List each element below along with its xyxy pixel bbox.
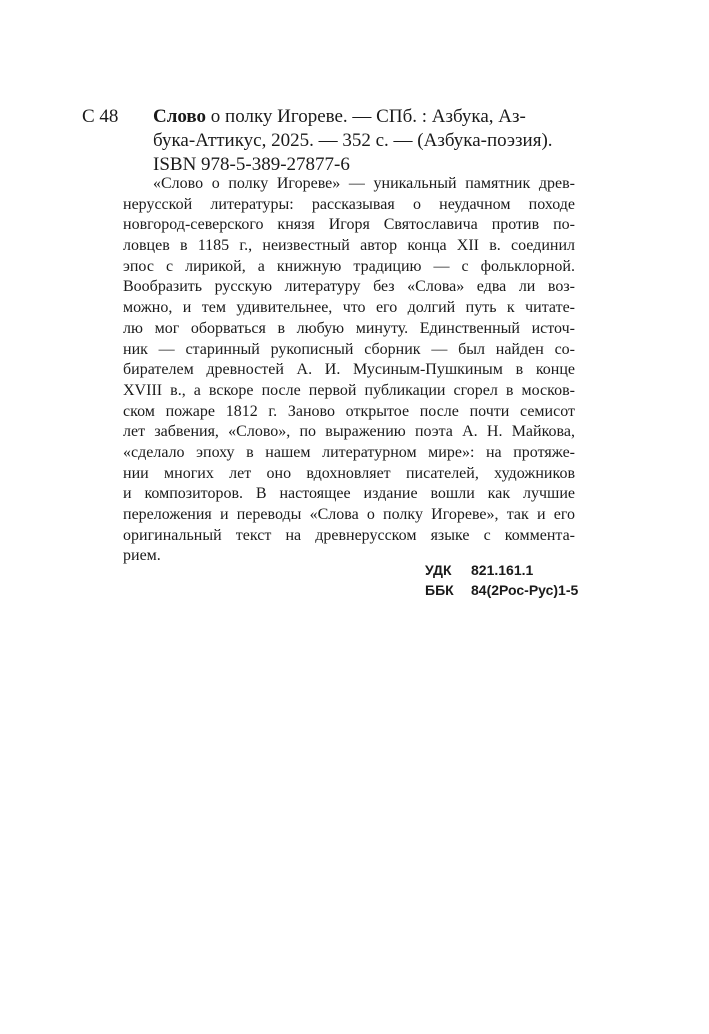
annotation-line: «Слово о полку Игореве» — уникальный памятник древ- — [153, 175, 575, 192]
annotation-text — [123, 174, 575, 567]
annotation-line: бирателем древностей А. И. Мусиным-Пушкиным в конце — [123, 361, 575, 379]
annotation-line: и композиторов. В настоящее издание вошли как лучшие — [123, 485, 575, 503]
annotation-line: нии многих лет оно вдохновляет писателей, художников — [123, 464, 575, 482]
annotation-line: оригинальный текст на древнерусском языке с коммента- — [123, 526, 575, 544]
annotation-line: переложения и переводы «Слова о полку Игореве», так и его — [123, 506, 575, 523]
annotation-line: лю мог оборваться в любую минуту. Единственный источ- — [123, 319, 575, 337]
annotation-line: ник — старинный рукописный сборник — был найден со- — [123, 340, 575, 358]
classification-block — [425, 560, 578, 600]
record-publication-line: бука-Аттикус, 2025. — 352 с. — (Азбука-поэзия). — [153, 130, 553, 151]
bbk-label: ББК — [425, 582, 454, 598]
bibliographic-record — [153, 105, 575, 177]
udk-label: УДК — [425, 562, 452, 578]
annotation-line: Вообразить русскую литературу без «Слова» едва ли воз- — [123, 278, 575, 296]
annotation-line: можно, и тем удивительнее, что его долгий путь к читате- — [123, 299, 575, 317]
annotation-line: ловцев в 1185 г., неизвестный автор конца XII в. соединил — [123, 237, 575, 255]
annotation-line: «сделало эпоху в нашем литературном мире»: на протяже- — [123, 443, 575, 461]
annotation-line: ском пожаре 1812 г. Заново открытое после почти семисот — [123, 402, 575, 420]
bbk-row — [425, 580, 578, 600]
annotation-line: XVIII в., а вскоре после первой публикации сгорел в москов- — [123, 381, 575, 399]
udk-row — [425, 560, 578, 580]
annotation-line: новгород-северского князя Игоря Святославича против по- — [123, 216, 575, 234]
annotation-line: эпос с лирикой, а книжную традицию — с фольклорной. — [123, 257, 575, 275]
bbk-value: 84(2Рос-Рус)1-5 — [471, 582, 579, 598]
udk-value: 821.161.1 — [471, 562, 534, 578]
record-title-line — [153, 105, 575, 129]
record-title-bold: Слово — [153, 106, 207, 127]
record-title-rest: о полку Игореве. — СПб. : Азбука, Аз- — [206, 106, 526, 127]
annotation-line: лет забвения, «Слово», по выражению поэта А. Н. Майкова, — [123, 423, 575, 441]
annotation-line: нерусской литературы: рассказывая о неудачном походе — [123, 195, 575, 213]
record-isbn: ISBN 978-5-389-27877-6 — [153, 154, 350, 175]
author-sign-code: С 48 — [82, 106, 119, 127]
annotation-line: рием. — [123, 547, 161, 565]
